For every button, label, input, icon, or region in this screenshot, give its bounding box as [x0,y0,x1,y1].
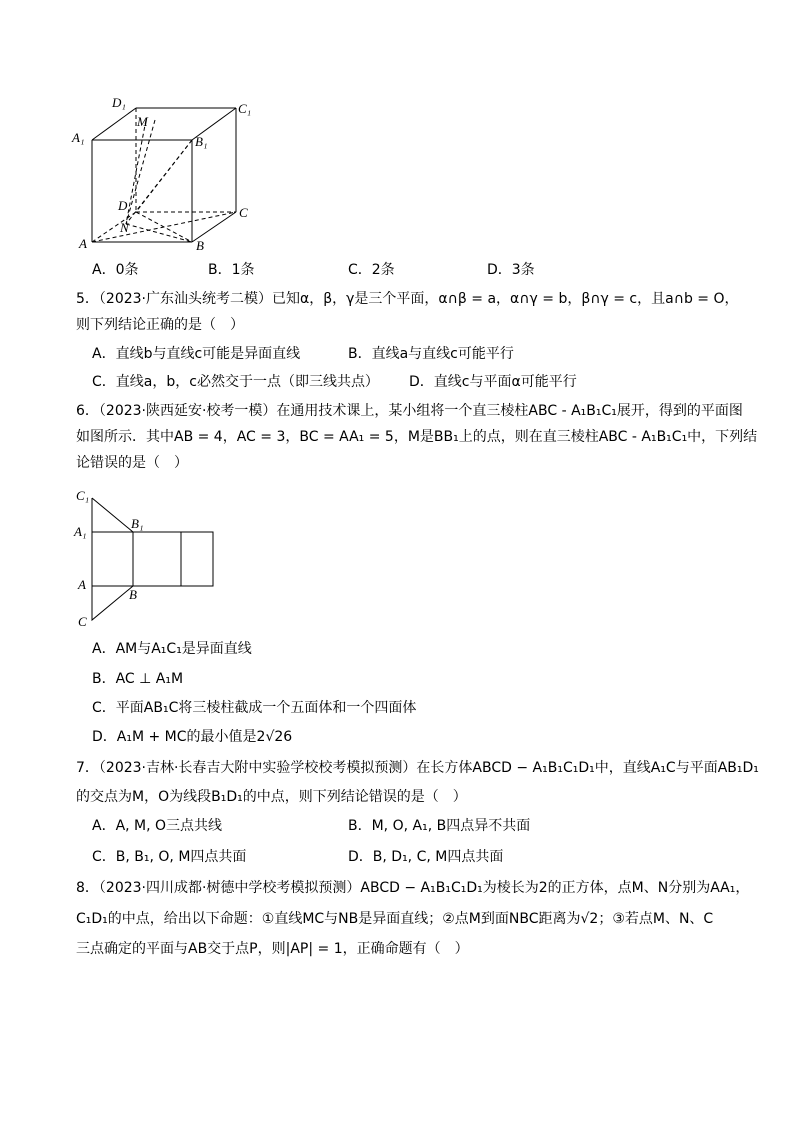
net-label-B1: B₁ [131,516,144,531]
net-label-C: C [78,614,87,629]
q8-stem-line1: 8．（2023·四川成都·树德中学校考模拟预测）ABCD − A₁B₁C₁D₁为棱长为2的正方体，点M、N分别为AA₁， [76,880,750,896]
q7-stem-line2: 的交点为M，O为线段B₁D₁的中点，则下列结论错误的是（ ） [76,789,467,805]
q6-stem-line2: 如图所示．其中AB = 4，AC = 3，BC = AA₁ = 5，M是BB₁上的点，则在直三棱柱ABC - A₁B₁C₁中，下列结 [76,429,758,445]
q5-option-c: C．直线a，b，c必然交于一点（即三线共点） [92,374,379,390]
label-A: A [79,236,87,251]
q4-option-a: A．0条 [92,262,139,278]
q4-option-c: C．2条 [348,262,395,278]
label-C1: C₁ [238,101,252,116]
label-D: D [118,198,128,213]
q5-option-b: B．直线a与直线c可能平行 [348,346,514,362]
q6-option-d: D．A₁M + MC的最小值是2√26 [92,729,293,745]
label-N: N [120,220,129,235]
label-A1: A₁ [72,130,85,145]
label-M: M [137,114,148,129]
q4-option-b: B．1条 [208,262,255,278]
q5-stem-line1: 5．（2023·广东汕头统考二模）已知α，β，γ是三个平面，α∩β = a，α∩γ = b，β∩γ = c，且a∩b = O， [76,291,739,307]
q5-stem-line2: 则下列结论正确的是（ ） [76,317,244,333]
q6-option-c: C．平面AB₁C将三棱柱截成一个五面体和一个四面体 [92,700,417,716]
q6-option-a: A．AM与A₁C₁是异面直线 [92,641,252,657]
q4-option-d: D．3条 [487,262,535,278]
q7-option-a: A．A, M, O三点共线 [92,818,223,834]
q5-option-a: A．直线b与直线c可能是异面直线 [92,346,301,362]
q8-stem-line3: 三点确定的平面与AB交于点P，则|AP| = 1，正确命题有（ ） [76,941,469,957]
q7-option-d: D．B, D₁, C, M四点共面 [348,849,504,865]
net-label-A: A [78,577,86,592]
net-label-A1: A₁ [74,524,87,539]
q7-option-b: B．M, O, A₁, B四点异不共面 [348,818,531,834]
label-C: C [239,205,248,220]
q6-option-b: B．AC ⊥ A₁M [92,671,184,687]
net-label-C1: C₁ [76,488,90,503]
q6-stem-line1: 6．（2023·陕西延安·校考一模）在通用技术课上，某小组将一个直三棱柱ABC - A₁B₁C₁展开，得到的平面图 [76,403,743,419]
label-B1: B₁ [195,134,208,149]
net-label-B: B [129,587,137,602]
q8-stem-line2: C₁D₁的中点，给出以下命题：①直线MC与NB是异面直线；②点M到面NBC距离为√2；③若点M、N、C [76,911,714,927]
q7-stem-line1: 7．（2023·吉林·长春吉大附中实验学校校考模拟预测）在长方体ABCD − A₁B₁C₁D₁中，直线A₁C与平面AB₁D₁ [76,760,759,776]
label-B: B [196,238,204,253]
q6-stem-line3: 论错误的是（ ） [76,455,188,471]
label-D1: D₁ [112,95,126,110]
q5-option-d: D．直线c与平面α可能平行 [409,374,577,390]
q7-option-c: C．B, B₁, O, M四点共面 [92,849,247,865]
